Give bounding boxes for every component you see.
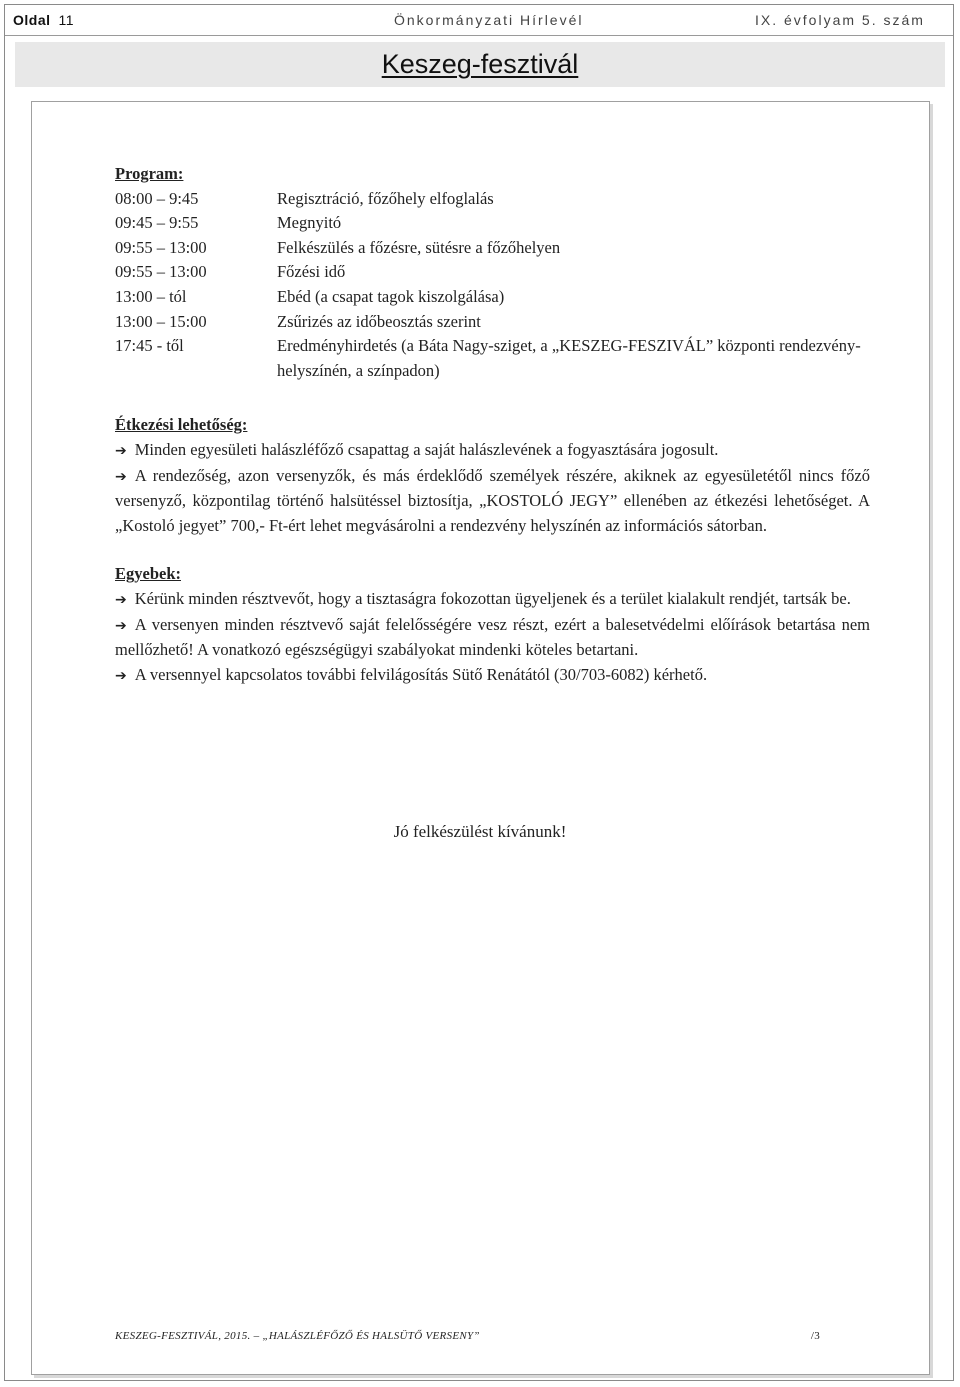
program-row <box>115 211 870 236</box>
program-time: 17:45 - től <box>115 336 184 356</box>
egyebek-item <box>115 587 870 613</box>
etkezes-item-text: A rendezőség, azon versenyzők, és más érdeklődő személyek részére, akiknek az egyesületétől nincs főző versenyző, központilag történő halsütéssel biztosítja, „KOSTOLÓ JEGY” ellenében az étkezési lehetőséget. A „Kostoló jegyet” 700,- Ft-ért lehet megvásárolni a rendezvény helyszínén az információs sátorban. <box>115 465 870 535</box>
page-header <box>5 5 953 36</box>
program-row <box>115 260 870 285</box>
page-title: Keszeg-fesztivál <box>381 49 579 79</box>
egyebek-item <box>115 663 870 689</box>
newsletter-name: Önkormányzati Hírlevél <box>394 12 584 28</box>
etkezes-heading: Étkezési lehetőség: <box>115 415 248 435</box>
arrow-right-icon: ➔ <box>115 591 127 608</box>
arrow-right-icon: ➔ <box>115 667 127 684</box>
arrow-right-icon: ➔ <box>115 468 127 485</box>
arrow-right-icon: ➔ <box>115 617 127 634</box>
program-time: 09:45 – 9:55 <box>115 213 199 233</box>
program-time: 08:00 – 9:45 <box>115 188 199 208</box>
program-event: Ebéd (a csapat tagok kiszolgálása) <box>277 286 505 306</box>
egyebek-heading: Egyebek: <box>115 564 181 584</box>
program-row <box>115 236 870 261</box>
program-rows <box>115 187 870 384</box>
program-event: Zsűrizés az időbeosztás szerint <box>277 311 481 331</box>
footer-page-number: /3 <box>810 1330 820 1342</box>
egyebek-item-text: A versennyel kapcsolatos további felvilágosítás Sütő Renátától (30/703-6082) kérhető. <box>134 664 708 684</box>
page-number-label <box>13 12 74 28</box>
etkezes-item-text: Minden egyesületi halászléfőző csapattag a saját halászlevének a fogyasztására jogosult. <box>134 439 719 459</box>
program-row <box>115 187 870 212</box>
program-row <box>115 334 870 383</box>
issue-label: IX. évfolyam 5. szám <box>755 12 925 28</box>
page-label-text: Oldal <box>13 12 51 28</box>
program-event: Felkészülés a főzésre, sütésre a főzőhelyen <box>277 237 561 257</box>
arrow-right-icon: ➔ <box>115 442 127 459</box>
article-content <box>115 162 870 688</box>
egyebek-item-text: A versenyen minden résztvevő saját felelősségére vesz részt, ezért a balesetvédelmi előírások betartása nem mellőzhető! A vonatkozó egészségügyi szabályokat mindenki köteles betartani. <box>115 614 870 660</box>
page-footer <box>115 1330 820 1342</box>
program-event: Főzési idő <box>277 262 346 282</box>
etkezes-item <box>115 438 870 464</box>
title-band <box>15 42 945 87</box>
program-event: Regisztráció, főzőhely elfoglalás <box>277 188 494 208</box>
page-number: 11 <box>58 12 75 28</box>
egyebek-item <box>115 613 870 663</box>
program-time: 09:55 – 13:00 <box>115 262 207 282</box>
etkezes-item <box>115 464 870 539</box>
egyebek-item-text: Kérünk minden résztvevőt, hogy a tisztaságra fokozottan ügyeljenek és a terület kialakult rendjét, tartsák be. <box>134 588 851 608</box>
program-event: Eredményhirdetés (a Báta Nagy-sziget, a „KESZEG-FESZIVÁL” központi rendezvény-helyszínén, a színpadon) <box>277 336 861 380</box>
program-table <box>115 187 870 384</box>
footer-text: KESZEG-FESZTIVÁL, 2015. – „HALÁSZLÉFŐZŐ ÉS HALSÜTŐ VERSENY” <box>115 1330 480 1342</box>
program-row <box>115 310 870 335</box>
program-heading: Program: <box>115 164 184 183</box>
program-time: 13:00 – 15:00 <box>115 311 207 331</box>
program-time: 13:00 – tól <box>115 286 187 306</box>
program-time: 09:55 – 13:00 <box>115 237 207 257</box>
program-event: Megnyitó <box>277 213 342 233</box>
closing-text: Jó felkészülést kívánunk! <box>393 822 567 841</box>
program-row <box>115 285 870 310</box>
